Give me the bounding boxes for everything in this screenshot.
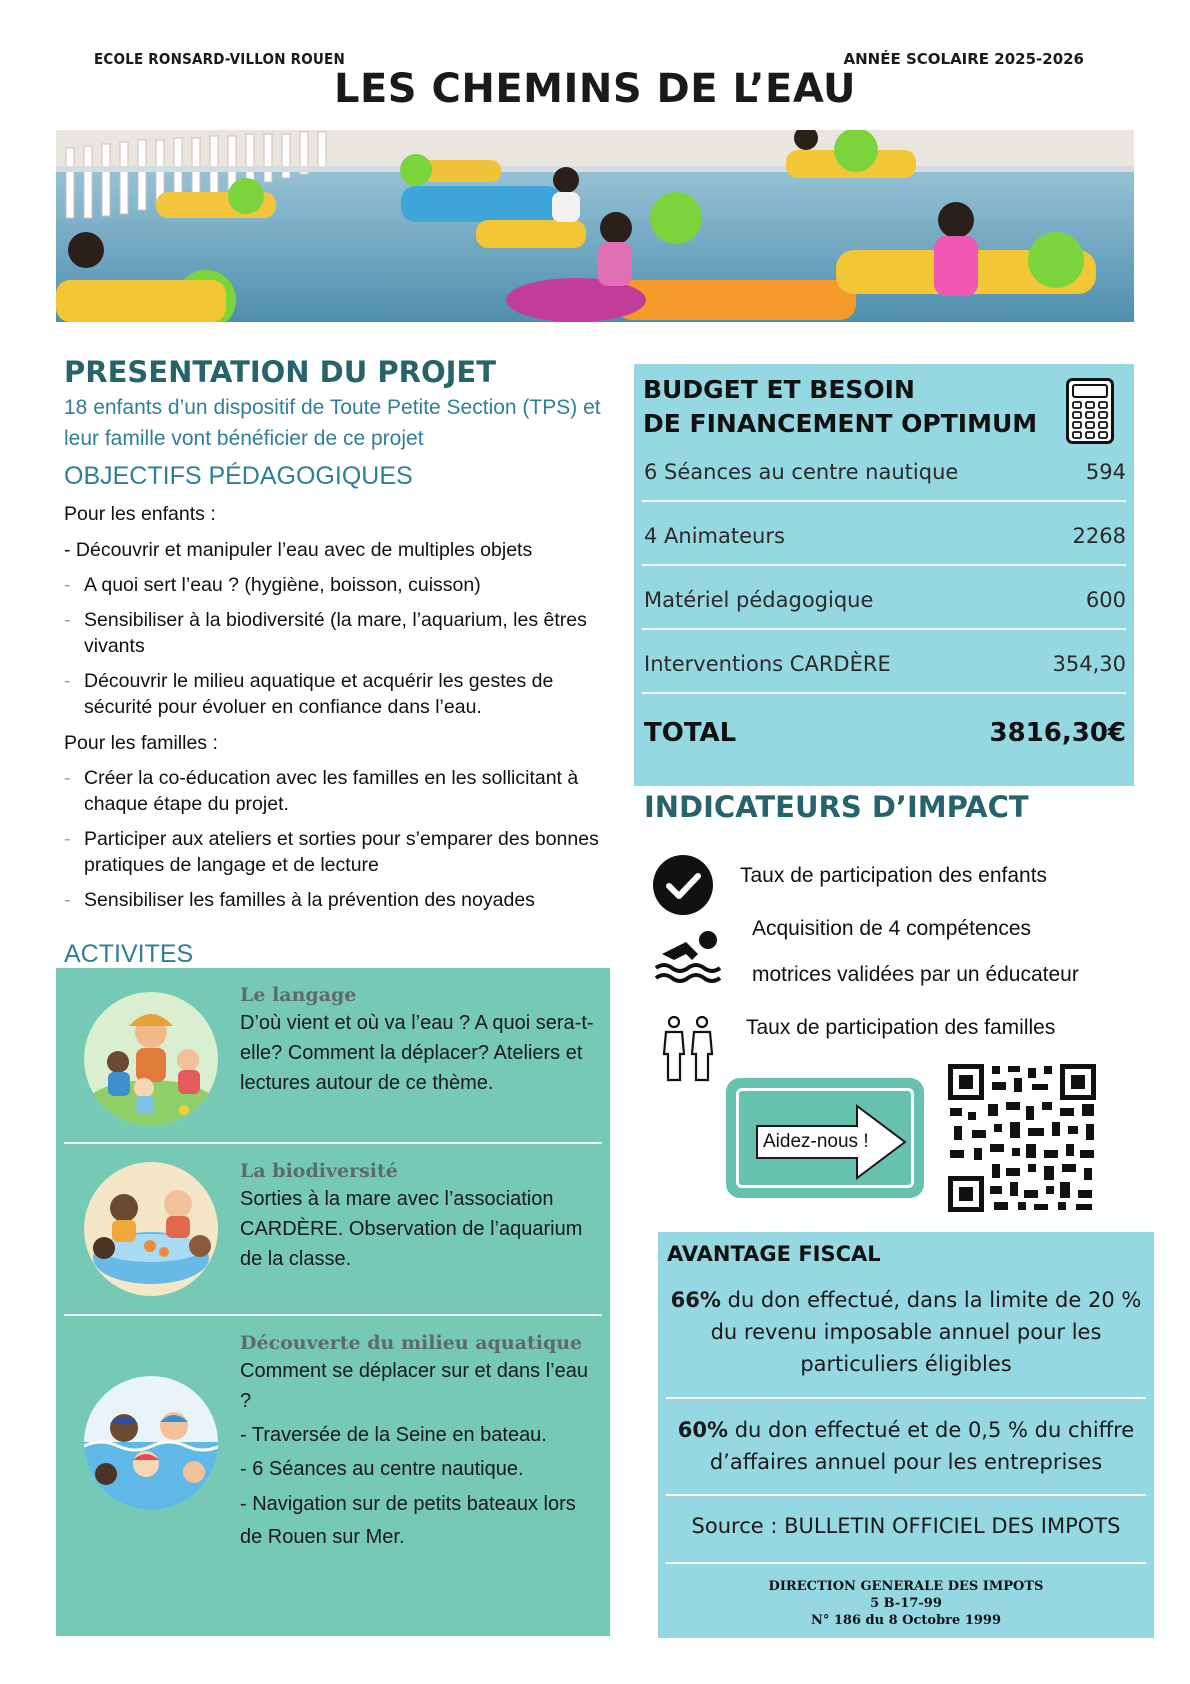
children-swimming-illustration <box>84 1376 218 1510</box>
divider <box>64 1142 602 1144</box>
activity-text <box>240 1158 595 1274</box>
activities-box <box>56 968 610 1636</box>
budget-title: BUDGET ET BESOIN DE FINANCEMENT OPTIMUM <box>643 375 1038 438</box>
list-item: - Créer la co-éducation avec les familles en les sollicitant à chaque étape du projet. <box>64 765 609 817</box>
activity-heading: Le langage <box>240 984 357 1006</box>
activity-body: Sorties à la mare avec l’association CARDÈRE. Observation de l’aquarium de la classe. <box>240 1188 583 1270</box>
divider <box>642 564 1126 566</box>
impact-item: Acquisition de 4 compétences <box>752 917 1031 940</box>
budget-row <box>644 504 1126 568</box>
school-name: ECOLE RONSARD-VILLON ROUEN <box>94 50 345 68</box>
budget-value: 600 <box>1085 588 1126 612</box>
children-intro: - Découvrir et manipuler l’eau avec de multiples objets <box>64 539 533 561</box>
divider <box>666 1494 1146 1496</box>
budget-row <box>644 632 1126 696</box>
fiscal-percent: 60% <box>677 1418 729 1442</box>
list-item: - Sensibiliser à la biodiversité (la mare, l’aquarium, les êtres vivants <box>64 607 609 659</box>
activity-body: - 6 Séances au centre nautique. <box>240 1458 524 1480</box>
divider <box>64 1314 602 1316</box>
budget-value: 594 <box>1085 460 1126 484</box>
family-icon <box>656 1014 720 1088</box>
budget-label: 6 Séances au centre nautique <box>644 460 959 484</box>
budget-label: 4 Animateurs <box>644 524 785 548</box>
impact-item: Taux de participation des familles <box>746 1016 1056 1039</box>
children-water-tub-illustration <box>84 1162 218 1296</box>
fiscal-box <box>658 1232 1154 1638</box>
activity-text <box>240 1330 595 1554</box>
activity-biodiversity <box>64 1148 602 1308</box>
children-reading-illustration <box>84 992 218 1126</box>
swimmer-icon <box>652 924 728 994</box>
budget-row <box>644 440 1126 504</box>
budget-value: 354,30 <box>1052 652 1126 676</box>
objectives-body <box>64 500 609 922</box>
hero-photo <box>56 130 1134 322</box>
list-item: - Découvrir le milieu aquatique et acquérir les gestes de sécurité pour évoluer en confiance dans l’eau. <box>64 668 609 720</box>
budget-total-row <box>644 698 1126 768</box>
impact-item: Taux de participation des enfants <box>740 864 1048 887</box>
divider <box>642 500 1126 502</box>
families-label: Pour les familles : <box>64 732 218 754</box>
budget-label: Interventions CARDÈRE <box>644 652 891 676</box>
children-label: Pour les enfants : <box>64 503 216 525</box>
help-us-button[interactable] <box>726 1078 924 1198</box>
activity-text <box>240 982 595 1098</box>
help-us-sign[interactable] <box>736 1088 914 1188</box>
activity-aquatic <box>64 1320 602 1630</box>
fiscal-companies <box>666 1414 1146 1478</box>
list-item: - A quoi sert l’eau ? (hygiène, boisson, cuisson) <box>64 572 609 598</box>
school-year: ANNÉE SCOLAIRE 2025-2026 <box>843 50 1084 68</box>
list-item: - Participer aux ateliers et sorties pour s’emparer des bonnes pratiques de langage et de lecture <box>64 826 609 878</box>
fiscal-percent: 66% <box>670 1288 721 1312</box>
fiscal-text: du don effectué, dans la limite de 20 % du revenu imposable annuel pour les particuliers éligibles <box>710 1288 1142 1376</box>
fiscal-source: Source : BULLETIN OFFICIEL DES IMPOTS <box>691 1514 1121 1538</box>
fiscal-title: AVANTAGE FISCAL <box>667 1242 881 1266</box>
presentation-title: PRESENTATION DU PROJET <box>64 355 497 389</box>
activity-body: - Navigation sur de petits bateaux lors de Rouen sur Mer. <box>240 1493 576 1548</box>
activity-body: - Traversée de la Seine en bateau. <box>240 1424 547 1446</box>
impact-item: motrices validées par un éducateur <box>752 963 1079 986</box>
budget-label: Matériel pédagogique <box>644 588 874 612</box>
divider <box>642 628 1126 630</box>
fiscal-text: du don effectué et de 0,5 % du chiffre d’affaires annuel pour les entreprises <box>709 1418 1135 1474</box>
divider <box>666 1562 1146 1564</box>
budget-box <box>634 364 1134 786</box>
page-title: LES CHEMINS DE L’EAU <box>333 66 857 112</box>
budget-total-value: 3816,30€ <box>989 718 1126 748</box>
presentation-text: 18 enfants d’un dispositif de Toute Petite Section (TPS) et leur famille vont bénéficier de ce projet <box>64 396 601 450</box>
checkmark-icon <box>652 854 714 920</box>
budget-value: 2268 <box>1072 524 1126 548</box>
activity-heading: La biodiversité <box>240 1160 398 1182</box>
activity-heading: Découverte du milieu aquatique <box>240 1332 583 1354</box>
fiscal-reference: DIRECTION GENERALE DES IMPOTS 5 B-17-99 N° 186 du 8 Octobre 1999 <box>768 1579 1044 1628</box>
budget-total-label: TOTAL <box>644 718 737 748</box>
fiscal-individuals <box>666 1284 1146 1380</box>
activity-language <box>64 976 602 1136</box>
help-us-label: Aidez-nous ! <box>763 1131 869 1152</box>
qr-code[interactable] <box>948 1064 1096 1212</box>
divider <box>642 692 1126 694</box>
objectives-title: OBJECTIFS PÉDAGOGIQUES <box>64 462 413 490</box>
list-item: - Sensibiliser les familles à la prévention des noyades <box>64 887 609 913</box>
divider <box>666 1397 1146 1399</box>
activity-body: Comment se déplacer sur et dans l’eau ? <box>240 1360 588 1412</box>
calculator-icon <box>1066 378 1114 448</box>
activity-body: D’où vient et où va l’eau ? A quoi sera-t-elle? Comment la déplacer? Ateliers et lectures autour de ce thème. <box>240 1012 594 1094</box>
pool-boats-illustration <box>56 130 1134 322</box>
impact-title: INDICATEURS D’IMPACT <box>644 790 1029 824</box>
activities-title: ACTIVITES <box>64 940 194 968</box>
budget-row <box>644 568 1126 632</box>
